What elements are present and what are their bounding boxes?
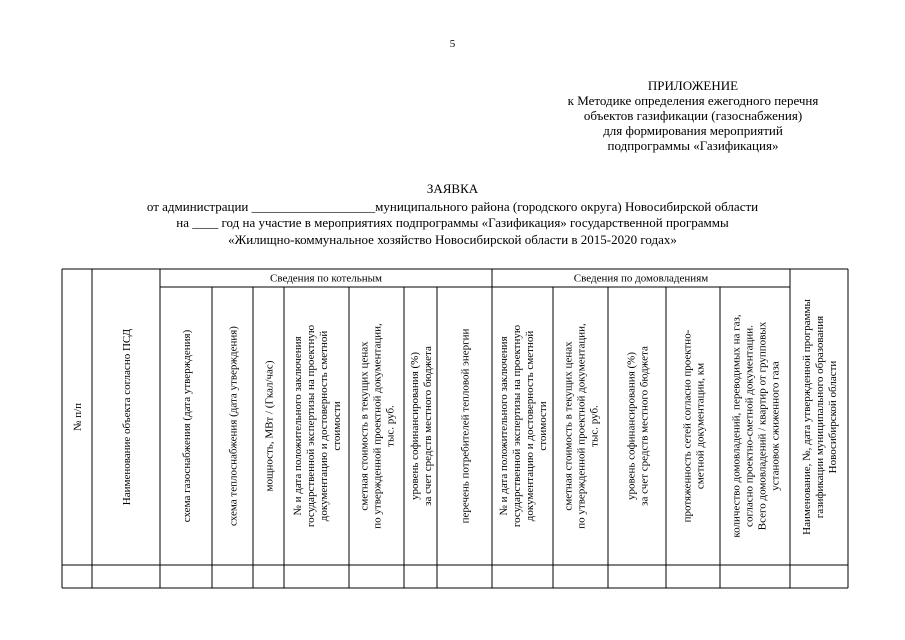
column-header-15: Наименование, №, дата утвержденной программы: [801, 299, 813, 535]
column-header-3: схема газоснабжения (дата утверждения): [181, 329, 193, 523]
column-header-10: № и дата положительного заключения: [498, 336, 510, 516]
appendix-line: подпрограммы «Газификация»: [607, 138, 779, 153]
request-line-program: «Жилищно-коммунальное хозяйство Новосибирской области в 2015-2020 годах»: [228, 232, 677, 247]
column-header-11: тыс. руб.: [588, 405, 601, 447]
column-header-8: за счет средств местного бюджета: [422, 346, 434, 506]
column-header-6: № и дата положительного заключения: [292, 336, 304, 516]
column-header-12: уровень софинансирования (%): [625, 352, 638, 500]
column-header-5: мощность, МВт / (Гкал/час): [263, 360, 276, 492]
page-number: 5: [449, 38, 456, 50]
column-header-7: по утвержденной проектной документации,: [371, 323, 384, 529]
column-header-10: государственной экспертизы на проектную: [511, 324, 523, 528]
request-line-year: на ____ год на участие в мероприятиях подпрограммы «Газификация» государственной программы: [176, 215, 729, 230]
column-header-14: Всего домовладений / квартир от групповых: [756, 321, 769, 531]
column-header-13: протяженность сетей согласно проектно-: [681, 329, 694, 523]
group-header-boilers: Сведения по котельным: [270, 272, 382, 285]
appendix-line: ПРИЛОЖЕНИЕ: [647, 78, 739, 93]
request-line-administration: от администрации ___________________муниципального района (городского округа) Новосибирской области: [146, 199, 759, 214]
column-header-6: документацию и достоверность сметной: [318, 330, 330, 522]
column-header-6: государственной экспертизы на проектную: [305, 324, 317, 528]
appendix-line: к Методике определения ежегодного перечня: [567, 93, 819, 108]
column-header-2: Наименование объекта согласно ПСД: [121, 328, 133, 506]
column-header-10: стоимости: [537, 401, 549, 451]
column-header-10: документацию и достоверность сметной: [524, 330, 536, 522]
column-header-15: Новосибирской области: [827, 360, 839, 474]
request-title: ЗАЯВКА: [426, 181, 479, 196]
column-header-8: уровень софинансирования (%): [409, 352, 421, 500]
group-header-households: Сведения по домовладениям: [573, 272, 709, 285]
column-header-14: согласно проектно-сметной документации.: [743, 325, 756, 527]
column-header-11: по утвержденной проектной документации,: [575, 323, 588, 529]
appendix-line: для формирования мероприятий: [603, 123, 783, 138]
column-header-7: тыс. руб.: [384, 405, 397, 447]
column-header-11: сметная стоимость в текущих ценах: [562, 341, 575, 511]
appendix-line: объектов газификации (газоснабжения): [583, 108, 803, 123]
column-header-9: перечень потребителей тепловой энергии: [459, 328, 472, 524]
column-header-14: количество домовладений, переводимых на газ,: [730, 314, 743, 538]
column-header-12: за счет средств местного бюджета: [638, 346, 651, 506]
column-header-6: стоимости: [331, 401, 343, 451]
column-header-4: схема теплоснабжения (дата утверждения): [227, 326, 240, 526]
column-header-1: № п/п: [72, 402, 84, 432]
column-header-14: установок сжиженного газа: [769, 361, 782, 491]
column-header-7: сметная стоимость в текущих ценах: [358, 341, 371, 511]
column-header-15: газификации муниципального образования: [814, 315, 826, 519]
column-header-13: сметной документации, км: [694, 362, 707, 490]
